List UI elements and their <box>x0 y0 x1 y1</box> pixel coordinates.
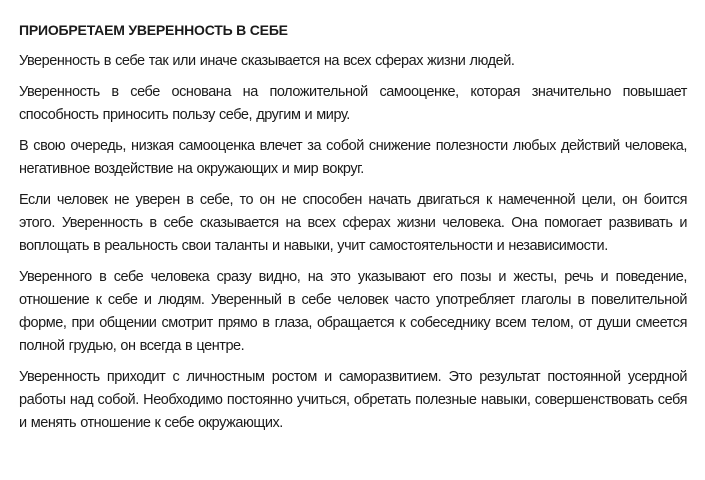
paragraph: Уверенность приходит с личностным ростом и саморазвитием. Это результат постоянной усердной работы над собой. Необходимо постоянно учиться, обретать полезные навыки, совершенствовать себя и менять отношение к себе окружающих. <box>19 369 687 431</box>
article-title: ПРИОБРЕТАЕМ УВЕРЕННОСТЬ В СЕБЕ <box>19 22 288 38</box>
article <box>19 19 687 443</box>
paragraph: Уверенного в себе человека сразу видно, на это указывают его позы и жесты, речь и поведение, отношение к себе и людям. Уверенный в себе человек часто употребляет глаголы в повелительной форме, при общении смотрит прямо в глаза, обращается к собеседнику всем телом, от души смеется полной грудью, он всегда в центре. <box>19 269 687 354</box>
paragraph: Если человек не уверен в себе, то он не способен начать двигаться к намеченной цели, он боится этого. Уверенность в себе сказывается на всех сферах жизни человека. Она помогает развивать и воплощать в реальность свои таланты и навыки, учит самостоятельности и независимости. <box>19 192 687 254</box>
paragraph: Уверенность в себе основана на положительной самооценке, которая значительно повышает способность приносить пользу себе, другим и миру. <box>19 84 687 123</box>
paragraph: В свою очередь, низкая самооценка влечет за собой снижение полезности любых действий человека, негативное воздействие на окружающих и мир вокруг. <box>19 138 687 177</box>
paragraph: Уверенность в себе так или иначе сказывается на всех сферах жизни людей. <box>19 53 515 69</box>
